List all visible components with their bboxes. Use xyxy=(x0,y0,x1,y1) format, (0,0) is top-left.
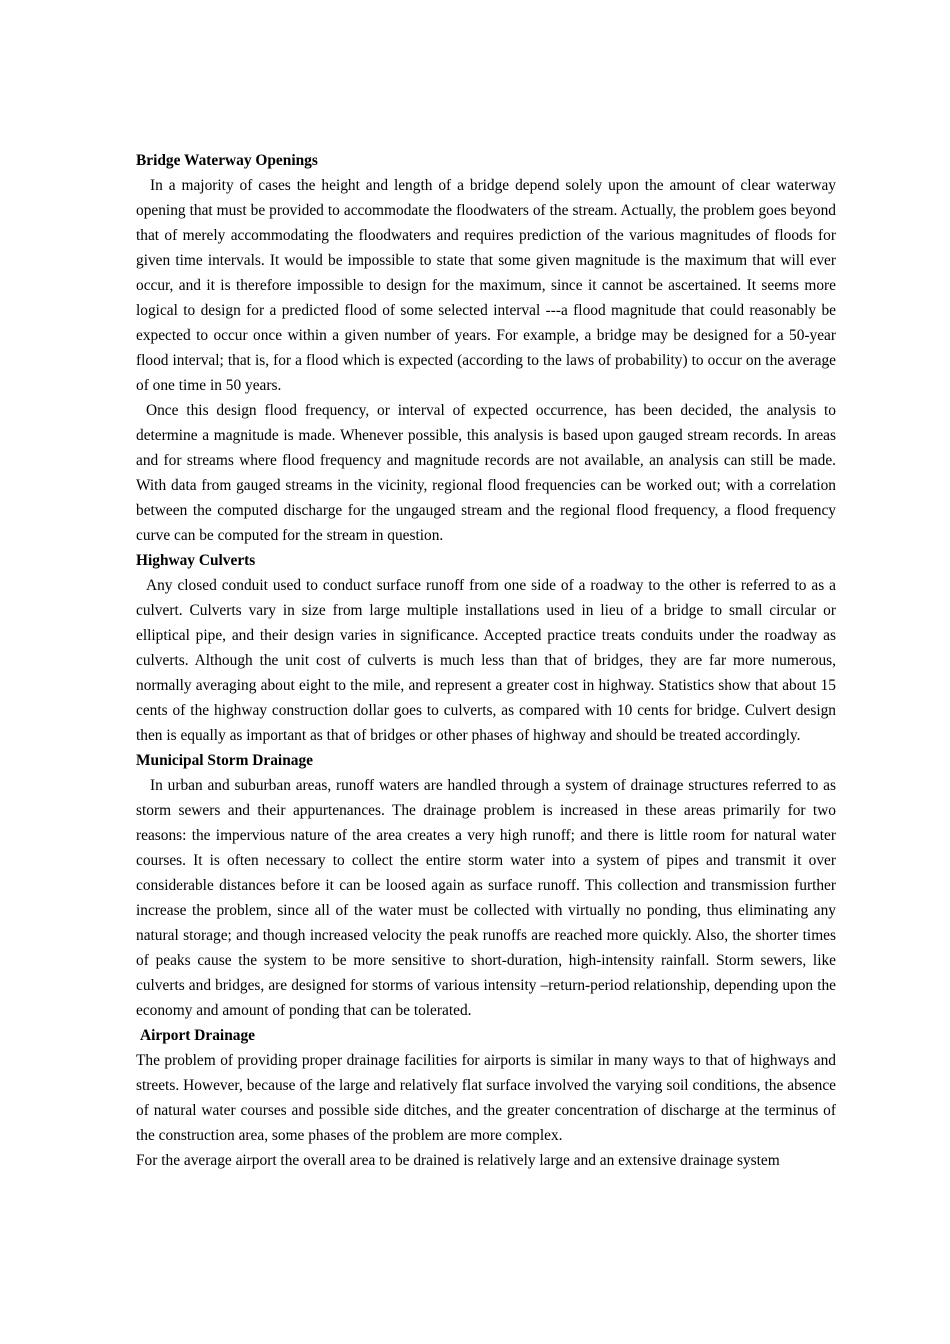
paragraph: In a majority of cases the height and length of a bridge depend solely upon the amount of clear waterway opening that must be provided to accommodate the floodwaters of the stream. Actually, the problem goes beyond that of merely accommodating the floodwaters and requires prediction of the various magnitudes of floods for given time intervals. It would be impossible to state that some given magnitude is the maximum that will ever occur, and it is therefore impossible to design for the maximum, since it cannot be ascertained. It seems more logical to design for a predicted flood of some selected interval ---a flood magnitude that could reasonably be expected to occur once within a given number of years. For example, a bridge may be designed for a 50-year flood interval; that is, for a flood which is expected (according to the laws of probability) to occur on the average of one time in 50 years. xyxy=(136,177,836,394)
section-heading-municipal-storm-drainage: Municipal Storm Drainage xyxy=(136,752,313,769)
paragraph: In urban and suburban areas, runoff waters are handled through a system of drainage structures referred to as storm sewers and their appurtenances. The drainage problem is increased in these areas primarily for two reasons: the impervious nature of the area creates a very high runoff; and there is little room for natural water courses. It is often necessary to collect the entire storm water into a system of pipes and transmit it over considerable distances before it can be loosed again as surface runoff. This collection and transmission further increase the problem, since all of the water must be collected with virtually no ponding, thus eliminating any natural storage; and though increased velocity the peak runoffs are reached more quickly. Also, the shorter times of peaks cause the system to be more sensitive to short-duration, high-intensity rainfall. Storm sewers, like culverts and bridges, are designed for storms of various intensity –return-period relationship, depending upon the economy and amount of ponding that can be tolerated. xyxy=(136,777,836,1019)
section-heading-bridge-waterway-openings: Bridge Waterway Openings xyxy=(136,152,318,169)
section-heading-airport-drainage: Airport Drainage xyxy=(140,1027,255,1044)
paragraph: The problem of providing proper drainage facilities for airports is similar in many ways to that of highways and streets. However, because of the large and relatively flat surface involved the varying soil conditions, the absence of natural water courses and possible side ditches, and the greater concentration of discharge at the terminus of the construction area, some phases of the problem are more complex. xyxy=(136,1052,836,1144)
paragraph: Once this design flood frequency, or interval of expected occurrence, has been decided, the analysis to determine a magnitude is made. Whenever possible, this analysis is based upon gauged stream records. In areas and for streams where flood frequency and magnitude records are not available, an analysis can still be made. With data from gauged streams in the vicinity, regional flood frequencies can be worked out; with a correlation between the computed discharge for the ungauged stream and the regional flood frequency, a flood frequency curve can be computed for the stream in question. xyxy=(136,402,836,544)
section-heading-highway-culverts: Highway Culverts xyxy=(136,552,256,569)
document-page xyxy=(136,148,836,1173)
paragraph: Any closed conduit used to conduct surface runoff from one side of a roadway to the other is referred to as a culvert. Culverts vary in size from large multiple installations used in lieu of a bridge to small circular or elliptical pipe, and their design varies in significance. Accepted practice treats conduits under the roadway as culverts. Although the unit cost of culverts is much less than that of bridges, they are far more numerous, normally averaging about eight to the mile, and represent a greater cost in highway. Statistics show that about 15 cents of the highway construction dollar goes to culverts, as compared with 10 cents for bridge. Culvert design then is equally as important as that of bridges or other phases of highway and should be treated accordingly. xyxy=(136,577,836,744)
paragraph: For the average airport the overall area to be drained is relatively large and an extensive drainage system xyxy=(136,1152,780,1169)
